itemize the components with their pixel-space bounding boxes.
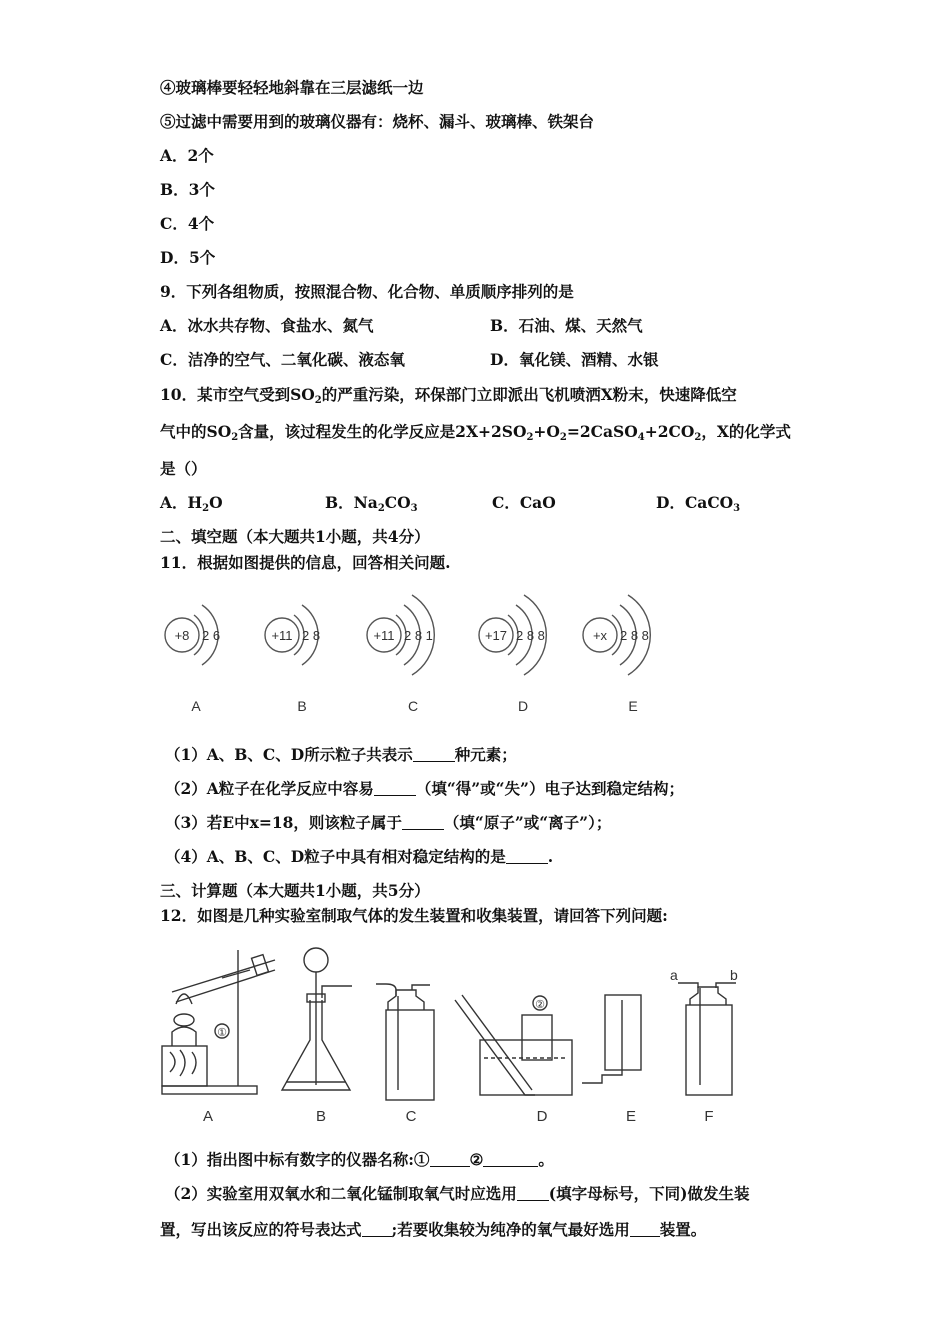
q11-part-3: （3）若E中x=18，则该粒子属于 （填“原子”或“离子”）； xyxy=(165,813,612,832)
q10-option-a: A．$H_2O$ xyxy=(160,493,223,514)
apparatus-diagrams xyxy=(150,940,770,1130)
atom-e-label: E xyxy=(628,698,638,714)
atom-b-nucleus: +11 xyxy=(271,628,293,643)
q12-stem: 12．如图是几种实验室制取气体的发生装置和收集装置，请回答下列问题: xyxy=(160,906,668,925)
q9-option-d: D．氧化镁、酒精、水银 xyxy=(490,350,659,369)
answer-blank[interactable] xyxy=(430,1152,470,1167)
apparatus-a xyxy=(162,950,275,1094)
q9-option-a: A．冰水共存物、食盐水、氮气 xyxy=(160,316,374,335)
apparatus-label-a: A xyxy=(202,1108,214,1125)
apparatus-c xyxy=(376,984,434,1100)
apparatus-label-b: B xyxy=(315,1108,327,1125)
q10-option-b: B．$Na_2CO_3$ xyxy=(325,493,418,514)
atom-e-nucleus: +x xyxy=(592,628,608,643)
marker-1: ① xyxy=(217,1027,227,1039)
port-b-label: b xyxy=(730,967,738,983)
atom-b-shells: 2 8 xyxy=(302,628,321,643)
apparatus-label-d: D xyxy=(536,1108,548,1125)
q11-part-2: （2）A粒子在化学反应中容易 （填“得”或“失”）电子达到稳定结构； xyxy=(165,779,684,798)
q12-part-2-line-1: （2）实验室用双氧水和二氧化锰制取氧气时应选用 (填字母标号，下同)做发生装 xyxy=(165,1184,750,1203)
atom-a-nucleus: +8 xyxy=(174,628,190,643)
answer-blank[interactable] xyxy=(362,1222,392,1237)
q9-option-c: C．洁净的空气、二氧化碳、液态氧 xyxy=(160,350,405,369)
atom-e-shells: 2 8 8 xyxy=(620,628,649,643)
atom-b-label: B xyxy=(297,698,307,714)
q9-stem: 9．下列各组物质，按照混合物、化合物、单质顺序排列的是 xyxy=(160,282,574,301)
q11-part-4: （4）A、B、C、D粒子中具有相对稳定结构的是 . xyxy=(165,847,554,866)
q8-option-d: D．5个 xyxy=(160,248,216,267)
q8-option-a: A．2个 xyxy=(160,146,214,165)
apparatus-label-e: E xyxy=(625,1108,637,1125)
atom-diagrams xyxy=(150,580,710,730)
statement-5: ⑤过滤中需要用到的玻璃仪器有：烧杯、漏斗、玻璃棒、铁架台 xyxy=(160,112,595,131)
section-2-heading: 二、填空题（本大题共1小题，共4分） xyxy=(160,527,430,546)
q9-option-b: B．石油、煤、天然气 xyxy=(490,316,643,335)
atom-d-label: D xyxy=(517,698,529,714)
atom-d-shells: 2 8 8 xyxy=(516,628,545,643)
answer-blank[interactable] xyxy=(506,849,548,864)
q10-line-1: 10．某市空气受到$SO_2$的严重污染，环保部门立即派出飞机喷洒X粉末，快速降低空 xyxy=(160,385,737,406)
atom-c-shells: 2 8 1 xyxy=(404,628,433,643)
atom-c-label: C xyxy=(407,698,419,714)
q12-part-1: （1）指出图中标有数字的仪器名称:① ② 。 xyxy=(165,1150,554,1169)
section-3-heading: 三、计算题（本大题共1小题，共5分） xyxy=(160,881,430,900)
apparatus-e xyxy=(582,995,641,1083)
apparatus-f xyxy=(678,983,736,1095)
answer-blank[interactable] xyxy=(483,1152,538,1167)
atom-c-nucleus: +11 xyxy=(373,628,395,643)
atom-d-nucleus: +17 xyxy=(484,628,508,643)
apparatus-b xyxy=(282,948,352,1090)
apparatus-d xyxy=(455,995,572,1095)
q11-stem: 11．根据如图提供的信息，回答相关问题. xyxy=(160,553,451,572)
answer-blank[interactable] xyxy=(630,1222,660,1237)
q8-option-c: C．4个 xyxy=(160,214,215,233)
q12-part-2-line-2: 置，写出该反应的符号表达式 ;若要收集较为纯净的氧气最好选用 装置。 xyxy=(160,1220,707,1239)
atom-a-label: A xyxy=(191,698,201,714)
apparatus-label-c: C xyxy=(405,1108,417,1125)
q10-line-2: 气中的$SO_2$含量，该过程发生的化学反应是$2X+2SO_2+O_2=2CaSO_4+2CO_2$，X的化学式 xyxy=(160,422,791,443)
apparatus-label-f: F xyxy=(704,1108,714,1125)
q10-option-c: C．CaO xyxy=(492,493,556,512)
atom-a-shells: 2 6 xyxy=(202,628,221,643)
q10-option-d: D．CaCO$_3$ xyxy=(656,493,741,514)
q10-line-3: 是（） xyxy=(160,459,207,478)
q8-option-b: B．3个 xyxy=(160,180,215,199)
q11-part-1: （1）A、B、C、D所示粒子共表示 种元素； xyxy=(165,745,517,764)
marker-2: ② xyxy=(535,999,545,1011)
answer-blank[interactable] xyxy=(413,747,455,762)
port-a-label: a xyxy=(670,967,678,983)
answer-blank[interactable] xyxy=(402,815,444,830)
answer-blank[interactable] xyxy=(374,781,416,796)
answer-blank[interactable] xyxy=(517,1186,549,1201)
statement-4: ④玻璃棒要轻轻地斜靠在三层滤纸一边 xyxy=(160,78,424,97)
